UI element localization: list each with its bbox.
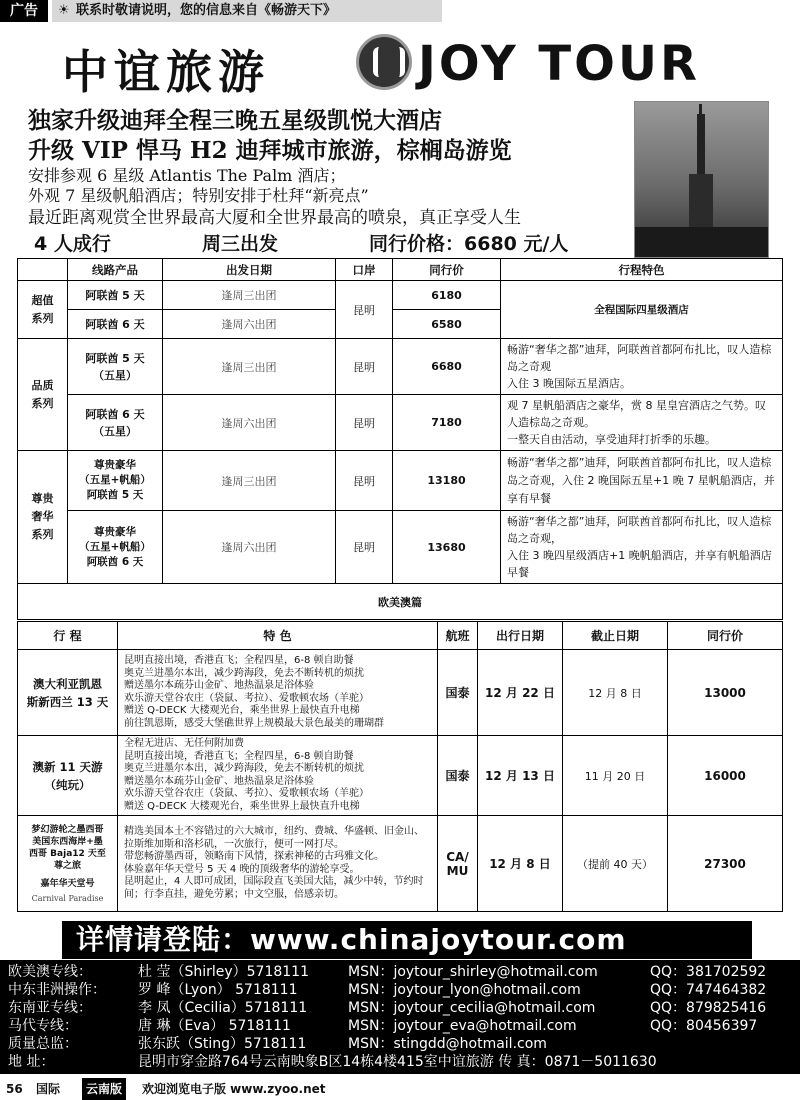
contact-row xyxy=(0,1017,800,1035)
feature: 观 7 星帆船酒店之豪华，赏 8 星皇宫酒店之气势。叹人造棕岛之奇观。 一整天自由活动，享受迪拜打折季的乐趣。 xyxy=(501,395,783,451)
table-header-row xyxy=(18,259,783,281)
headline-line3: 安排参观 6 星级 Atlantis The Palm 酒店； xyxy=(28,166,346,185)
western-tours-table xyxy=(17,621,783,912)
info-row xyxy=(34,229,634,255)
deadline: 11 月 20 日 xyxy=(563,736,668,816)
contact-row xyxy=(0,1035,800,1053)
route-name: 阿联酋 5 天 xyxy=(68,281,163,310)
port: 昆明 xyxy=(336,511,393,584)
airline: CA/ MU xyxy=(438,816,478,912)
contact-qq: QQ：879825416 xyxy=(650,1000,767,1016)
contact-name: 罗 峰（Lyon） 5718111 xyxy=(138,982,298,998)
table-row xyxy=(18,736,783,816)
header-cell: 特 色 xyxy=(118,622,438,650)
contact-label: 欧美澳专线： xyxy=(8,964,92,980)
headline-block xyxy=(28,106,628,230)
trip-name: 梦幻游轮之墨西哥 美国东西海岸+墨 西哥 Baja12 天至 尊之旅 xyxy=(29,825,106,871)
price: 13000 xyxy=(668,650,783,736)
depart-date: 逢周六出团 xyxy=(163,395,336,451)
port: 昆明 xyxy=(336,339,393,395)
contact-row xyxy=(0,1053,800,1071)
tower-shape xyxy=(697,114,705,239)
table-row xyxy=(18,281,783,310)
contact-label: 东南亚专线： xyxy=(8,1000,92,1016)
contact-name: 张东跃（Sting）5718111 xyxy=(138,1036,307,1052)
peer-price: 同行价格：6680 元/人 xyxy=(369,233,569,255)
contact-qq: QQ：80456397 xyxy=(650,1018,758,1034)
contact-label: 质量总监： xyxy=(8,1036,78,1052)
logo-mark-icon xyxy=(356,34,412,90)
table-header-row xyxy=(18,622,783,650)
route-name: 阿联酋 5 天 （五星） xyxy=(68,339,163,395)
logo-english: JOY TOUR xyxy=(418,36,700,92)
source-notice xyxy=(52,0,442,22)
feature: 畅游“奢华之都”迪拜，阿联酋首都阿布扎比，叹人造棕岛之奇观，入住 2 晚国际五星+1 晚 7 星帆船酒店，并享有早餐 xyxy=(501,451,783,511)
ad-header xyxy=(0,0,800,22)
price: 7180 xyxy=(393,395,501,451)
table-row xyxy=(18,451,783,511)
header-cell: 同行价 xyxy=(393,259,501,281)
depart-date: 逢周六出团 xyxy=(163,511,336,584)
section-title-row xyxy=(18,584,783,620)
series-label: 品质 系列 xyxy=(18,339,68,451)
airline: 国泰 xyxy=(438,650,478,736)
group-size: 4 人成行 xyxy=(34,233,111,255)
contact-row xyxy=(0,981,800,999)
footer-promo[interactable]: 欢迎浏览电子版 www.zyoo.net xyxy=(142,1082,326,1096)
depart-date: 逢周三出团 xyxy=(163,281,336,310)
depart-date: 逢周三出团 xyxy=(163,451,336,511)
header-cell: 航班 xyxy=(438,622,478,650)
header-cell: 同行价 xyxy=(668,622,783,650)
series-label: 尊贵 奢华 系列 xyxy=(18,451,68,584)
series-label: 超值 系列 xyxy=(18,281,68,339)
route-name: 尊贵豪华 （五星+帆船） 阿联酋 6 天 xyxy=(68,511,163,584)
contact-qq: QQ：381702592 xyxy=(650,964,767,980)
contact-name: 李 凤（Cecilia）5718111 xyxy=(138,1000,308,1016)
price: 6580 xyxy=(393,310,501,339)
headline-line4: 外观 7 星级帆船酒店；特别安排于杜拜“新亮点” xyxy=(28,186,369,205)
route-name: 阿联酋 6 天 xyxy=(68,310,163,339)
price: 13680 xyxy=(393,511,501,584)
header-cell: 行 程 xyxy=(18,622,118,650)
page-footer xyxy=(0,1078,800,1100)
footer-section: 国际 xyxy=(36,1082,61,1096)
notice-text: 联系时敬请说明，您的信息来自《畅游天下》 xyxy=(76,3,337,18)
price: 6180 xyxy=(393,281,501,310)
price: 6680 xyxy=(393,339,501,395)
website-banner[interactable]: 详情请登陆：www.chinajoytour.com xyxy=(62,921,752,959)
ad-label: 广告 xyxy=(0,0,48,22)
departure-day: 周三出发 xyxy=(202,233,279,255)
edition-badge: 云南版 xyxy=(82,1078,126,1100)
contact-label: 地 址： xyxy=(8,1054,55,1070)
feature: 全程无进店、无任何附加费 昆明直接出境，香港直飞；全程四星，6-8 顿自助餐 奥克兰进墨尔本出，减少跨海段，免去不断转机的烦扰 赠送墨尔本疏芬山金矿、地热温泉足浴体验 欢乐游天堂谷农庄（袋鼠、考拉）、爱歌顿农场（羊驼） 赠送 Q-DECK 大楼观光台，乘坐世界上最快直升电梯 xyxy=(118,736,438,816)
table-row xyxy=(18,511,783,584)
depart-date: 12 月 22 日 xyxy=(478,650,563,736)
headline-line1: 独家升级迪拜全程三晚五星级凯悦大酒店 xyxy=(28,107,442,134)
route-name: 尊贵豪华 （五星+帆船） 阿联酋 5 天 xyxy=(68,451,163,511)
trip-ship: 嘉年华天堂号 xyxy=(40,879,95,889)
depart-date: 逢周三出团 xyxy=(163,339,336,395)
trip-name: 澳大利亚凯恩 斯新西兰 13 天 xyxy=(18,650,118,736)
route-name: 阿联酋 6 天 （五星） xyxy=(68,395,163,451)
headline-line5: 最近距离观赏全世界最高大厦和全世界最高的喷泉，真正享受人生 xyxy=(28,208,521,228)
header-cell: 出行日期 xyxy=(478,622,563,650)
price: 27300 xyxy=(668,816,783,912)
contact-label: 马代专线： xyxy=(8,1018,78,1034)
contact-msn: MSN：stingdd@hotmail.com xyxy=(348,1036,547,1052)
table-row xyxy=(18,395,783,451)
contact-name: 唐 琳（Eva） 5718111 xyxy=(138,1018,291,1034)
contact-msn: MSN：joytour_eva@hotmail.com xyxy=(348,1018,577,1034)
trip-name: 澳新 11 天游 （纯玩） xyxy=(18,736,118,816)
depart-date: 12 月 13 日 xyxy=(478,736,563,816)
port: 昆明 xyxy=(336,281,393,339)
contact-msn: MSN：joytour_shirley@hotmail.com xyxy=(348,964,598,980)
port: 昆明 xyxy=(336,395,393,451)
contact-label: 中东非洲操作： xyxy=(8,982,106,998)
header-blank xyxy=(18,259,68,281)
table-row xyxy=(18,339,783,395)
feature: 昆明直接出境，香港直飞；全程四星，6-8 顿自助餐 奥克兰进墨尔本出，减少跨海段，免去不断转机的烦扰 赠送墨尔本疏芬山金矿、地热温泉足浴体验 欢乐游天堂谷农庄（袋鼠、考拉）、爱歌顿农场（羊驼） 赠送 Q-DECK 大楼观光台，乘坐世界上最快直升电梯 前往凯恩斯，感受大堡礁世界上规模最大景色最美的珊瑚群 xyxy=(118,650,438,736)
airline: 国泰 xyxy=(438,736,478,816)
burj-khalifa-photo xyxy=(634,101,769,258)
table-row xyxy=(18,816,783,912)
depart-date: 逢周六出团 xyxy=(163,310,336,339)
price: 13180 xyxy=(393,451,501,511)
skyline-shape xyxy=(635,227,769,257)
logo-chinese: 中谊旅游 xyxy=(62,45,270,99)
contact-row xyxy=(0,999,800,1017)
page-number: 56 xyxy=(6,1082,23,1096)
contact-msn: MSN：joytour_cecilia@hotmail.com xyxy=(348,1000,596,1016)
section-title: 欧美澳篇 xyxy=(18,584,783,620)
trip-ship-en: Carnival Paradise xyxy=(31,894,104,903)
sun-icon: ☀ xyxy=(58,3,70,18)
deadline: 12 月 8 日 xyxy=(563,650,668,736)
contact-qq: QQ：747464382 xyxy=(650,982,767,998)
uae-products-table xyxy=(17,258,783,620)
deadline: （提前 40 天） xyxy=(563,816,668,912)
header-cell: 截止日期 xyxy=(563,622,668,650)
contact-list xyxy=(0,960,800,1074)
header-cell: 出发日期 xyxy=(163,259,336,281)
header-cell: 行程特色 xyxy=(501,259,783,281)
contact-name: 杜 莹（Shirley）5718111 xyxy=(138,964,309,980)
feature: 全程国际四星级酒店 xyxy=(501,281,783,339)
feature: 畅游“奢华之都”迪拜，阿联酋首都阿布扎比，叹人造棕岛之奇观 入住 3 晚国际五星酒店。 xyxy=(501,339,783,395)
header-cell: 线路产品 xyxy=(68,259,163,281)
depart-date: 12 月 8 日 xyxy=(478,816,563,912)
price: 16000 xyxy=(668,736,783,816)
header-cell: 口岸 xyxy=(336,259,393,281)
brand-logo xyxy=(0,30,800,102)
headline-line2: 升级 VIP 悍马 H2 迪拜城市旅游，棕榈岛游览 xyxy=(28,137,512,164)
port: 昆明 xyxy=(336,451,393,511)
contact-msn: MSN：joytour_lyon@hotmail.com xyxy=(348,982,581,998)
contact-address: 昆明市穿金路764号云南映象B区14栋4楼415室中谊旅游 传 真：0871－5011630 xyxy=(138,1054,657,1070)
feature: 畅游“奢华之都”迪拜，阿联酋首都阿布扎比，叹人造棕岛之奇观， 入住 3 晚四星级酒店+1 晚帆船酒店，并享有帆船酒店早餐 xyxy=(501,511,783,584)
table-row xyxy=(18,650,783,736)
feature: 精选美国本土不容错过的六大城市，纽约、费城、华盛顿、旧金山、拉斯维加斯和洛杉矶，一次旅行，便可一网打尽。 带您畅游墨西哥，领略南下风情，探索神秘的古玛雅文化。 体验嘉年华天堂号 5 天 4 晚的顶级奢华的游轮享受。 昆明起止，4 人即可成团，国际段直飞美国大陆，减少中转，节约时间；行李直挂，避免劳累；中文空服，倍感亲切。 xyxy=(118,816,438,912)
contact-row xyxy=(0,963,800,981)
trip-cell xyxy=(18,816,118,912)
